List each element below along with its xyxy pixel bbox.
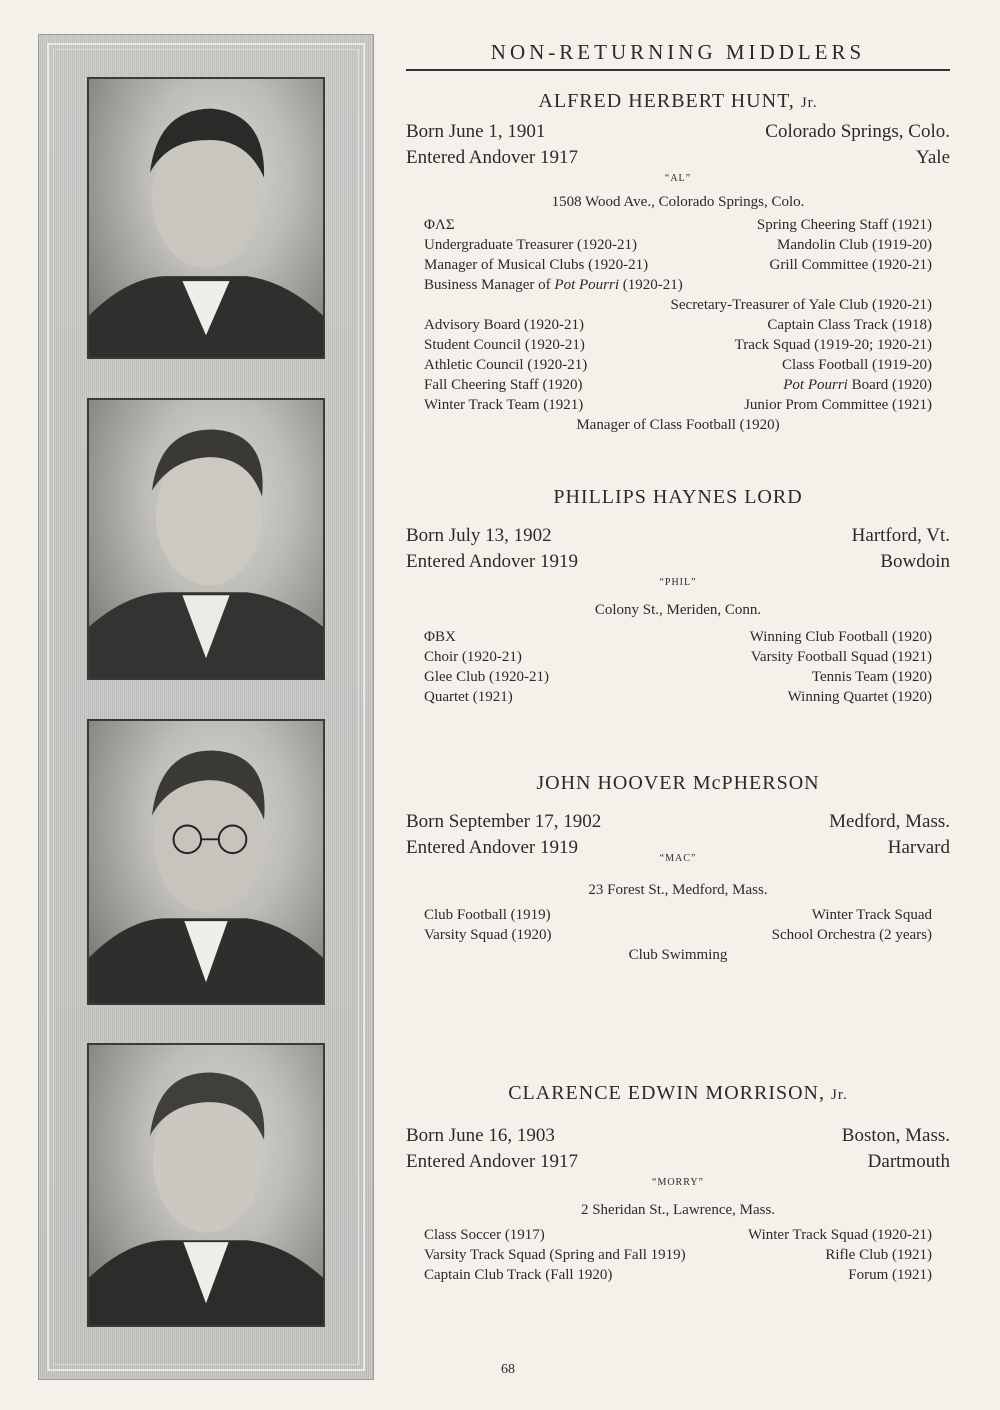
address: Colony St., Meriden, Conn. <box>594 602 762 618</box>
activity: Choir (1920-21) <box>424 649 522 665</box>
hometown: Colorado Springs, Colo. <box>765 121 950 142</box>
student-name: CLARENCE EDWIN MORRISON, Jr. <box>508 1082 848 1104</box>
activity: Pot Pourri Board (1920) <box>783 377 932 393</box>
activity: Club Swimming <box>628 947 728 963</box>
activity: Secretary-Treasurer of Yale Club (1920-21) <box>670 297 932 313</box>
address: 1508 Wood Ave., Colorado Springs, Colo. <box>551 194 805 210</box>
entered-row <box>406 145 950 171</box>
photo-strip <box>38 34 374 1380</box>
hometown: Hartford, Vt. <box>851 525 950 546</box>
activity: Junior Prom Committee (1921) <box>744 397 932 413</box>
activity: Advisory Board (1920-21) <box>424 317 584 333</box>
entered-year: Entered Andover 1919 <box>406 837 579 858</box>
activity: Class Soccer (1917) <box>424 1227 545 1243</box>
activity: Athletic Council (1920-21) <box>424 357 588 373</box>
birth-date: Born September 17, 1902 <box>406 811 602 832</box>
activity: Winter Track Team (1921) <box>424 397 584 413</box>
activity: Rifle Club (1921) <box>825 1247 932 1263</box>
entry-hunt <box>406 90 950 435</box>
activity: Varsity Track Squad (Spring and Fall 1919) <box>424 1247 686 1263</box>
fraternity: ΦΛΣ <box>424 217 455 233</box>
birth-row <box>406 1123 950 1149</box>
entry-mcpherson <box>406 772 950 965</box>
student-name: PHILLIPS HAYNES LORD <box>553 486 803 508</box>
activity: Spring Cheering Staff (1921) <box>756 217 932 233</box>
activity: Grill Committee (1920-21) <box>769 257 932 273</box>
student-name: JOHN HOOVER McPHERSON <box>536 772 820 794</box>
birth-row <box>406 523 950 549</box>
activities <box>424 627 932 707</box>
hometown: Medford, Mass. <box>829 811 950 832</box>
portrait-lord <box>87 398 325 680</box>
activity: Manager of Musical Clubs (1920-21) <box>424 257 649 273</box>
nickname: “MAC” <box>659 853 697 864</box>
portrait-morrison <box>87 1043 325 1327</box>
activity: Varsity Squad (1920) <box>424 927 552 943</box>
activity: School Orchestra (2 years) <box>771 927 932 943</box>
entered-year: Entered Andover 1917 <box>406 147 579 168</box>
activities <box>424 215 932 435</box>
nickname: “PHIL” <box>659 577 697 588</box>
activity: Winning Club Football (1920) <box>749 629 932 645</box>
birth-date: Born June 1, 1901 <box>406 121 546 142</box>
nickname: “MORRY” <box>652 1177 704 1188</box>
birth-row <box>406 809 950 835</box>
entered-row <box>406 1149 950 1175</box>
activity: Tennis Team (1920) <box>811 669 932 685</box>
activity: Varsity Football Squad (1921) <box>750 649 932 665</box>
address: 2 Sheridan St., Lawrence, Mass. <box>580 1202 776 1218</box>
activity: Winning Quartet (1920) <box>787 689 932 705</box>
entry-lord <box>406 486 950 707</box>
address: 23 Forest St., Medford, Mass. <box>588 882 768 898</box>
nickname: “AL” <box>664 173 692 184</box>
entry-morrison <box>406 1082 950 1285</box>
activity: Winter Track Squad <box>811 907 932 923</box>
hometown: Boston, Mass. <box>841 1125 950 1146</box>
entered-year: Entered Andover 1919 <box>406 551 579 572</box>
activities <box>424 1225 932 1285</box>
activity: Undergraduate Treasurer (1920-21) <box>424 237 637 253</box>
student-name: ALFRED HERBERT HUNT, Jr. <box>538 90 818 112</box>
entered-row <box>406 549 950 575</box>
birth-row <box>406 119 950 145</box>
activity: Track Squad (1919-20; 1920-21) <box>734 337 932 353</box>
activity: Manager of Class Football (1920) <box>576 417 780 433</box>
portrait-mcpherson <box>87 719 325 1005</box>
activity: Club Football (1919) <box>424 907 551 923</box>
activity: Quartet (1921) <box>424 689 513 705</box>
activity: Class Football (1919-20) <box>782 357 932 373</box>
college: Bowdoin <box>880 551 950 572</box>
page-title: NON-RETURNING MIDDLERS <box>406 40 950 71</box>
birth-date: Born June 16, 1903 <box>406 1125 555 1146</box>
activity: Forum (1921) <box>848 1267 932 1283</box>
activity: Glee Club (1920-21) <box>424 669 549 685</box>
college: Dartmouth <box>867 1151 950 1172</box>
activity: Fall Cheering Staff (1920) <box>424 377 583 393</box>
entered-year: Entered Andover 1917 <box>406 1151 579 1172</box>
activity: Captain Club Track (Fall 1920) <box>424 1267 613 1283</box>
college: Harvard <box>887 837 950 858</box>
birth-date: Born July 13, 1902 <box>406 525 552 546</box>
page-number: 68 <box>501 1362 515 1377</box>
portrait-hunt <box>87 77 325 359</box>
fraternity: ΦΒΧ <box>424 629 456 645</box>
activity: Captain Class Track (1918) <box>767 317 932 333</box>
activities <box>424 905 932 965</box>
college: Yale <box>916 147 950 168</box>
activity: Winter Track Squad (1920-21) <box>748 1227 932 1243</box>
activity: Mandolin Club (1919-20) <box>777 237 932 253</box>
activity: Business Manager of Pot Pourri (1920-21) <box>424 277 683 293</box>
activity: Student Council (1920-21) <box>424 337 585 353</box>
